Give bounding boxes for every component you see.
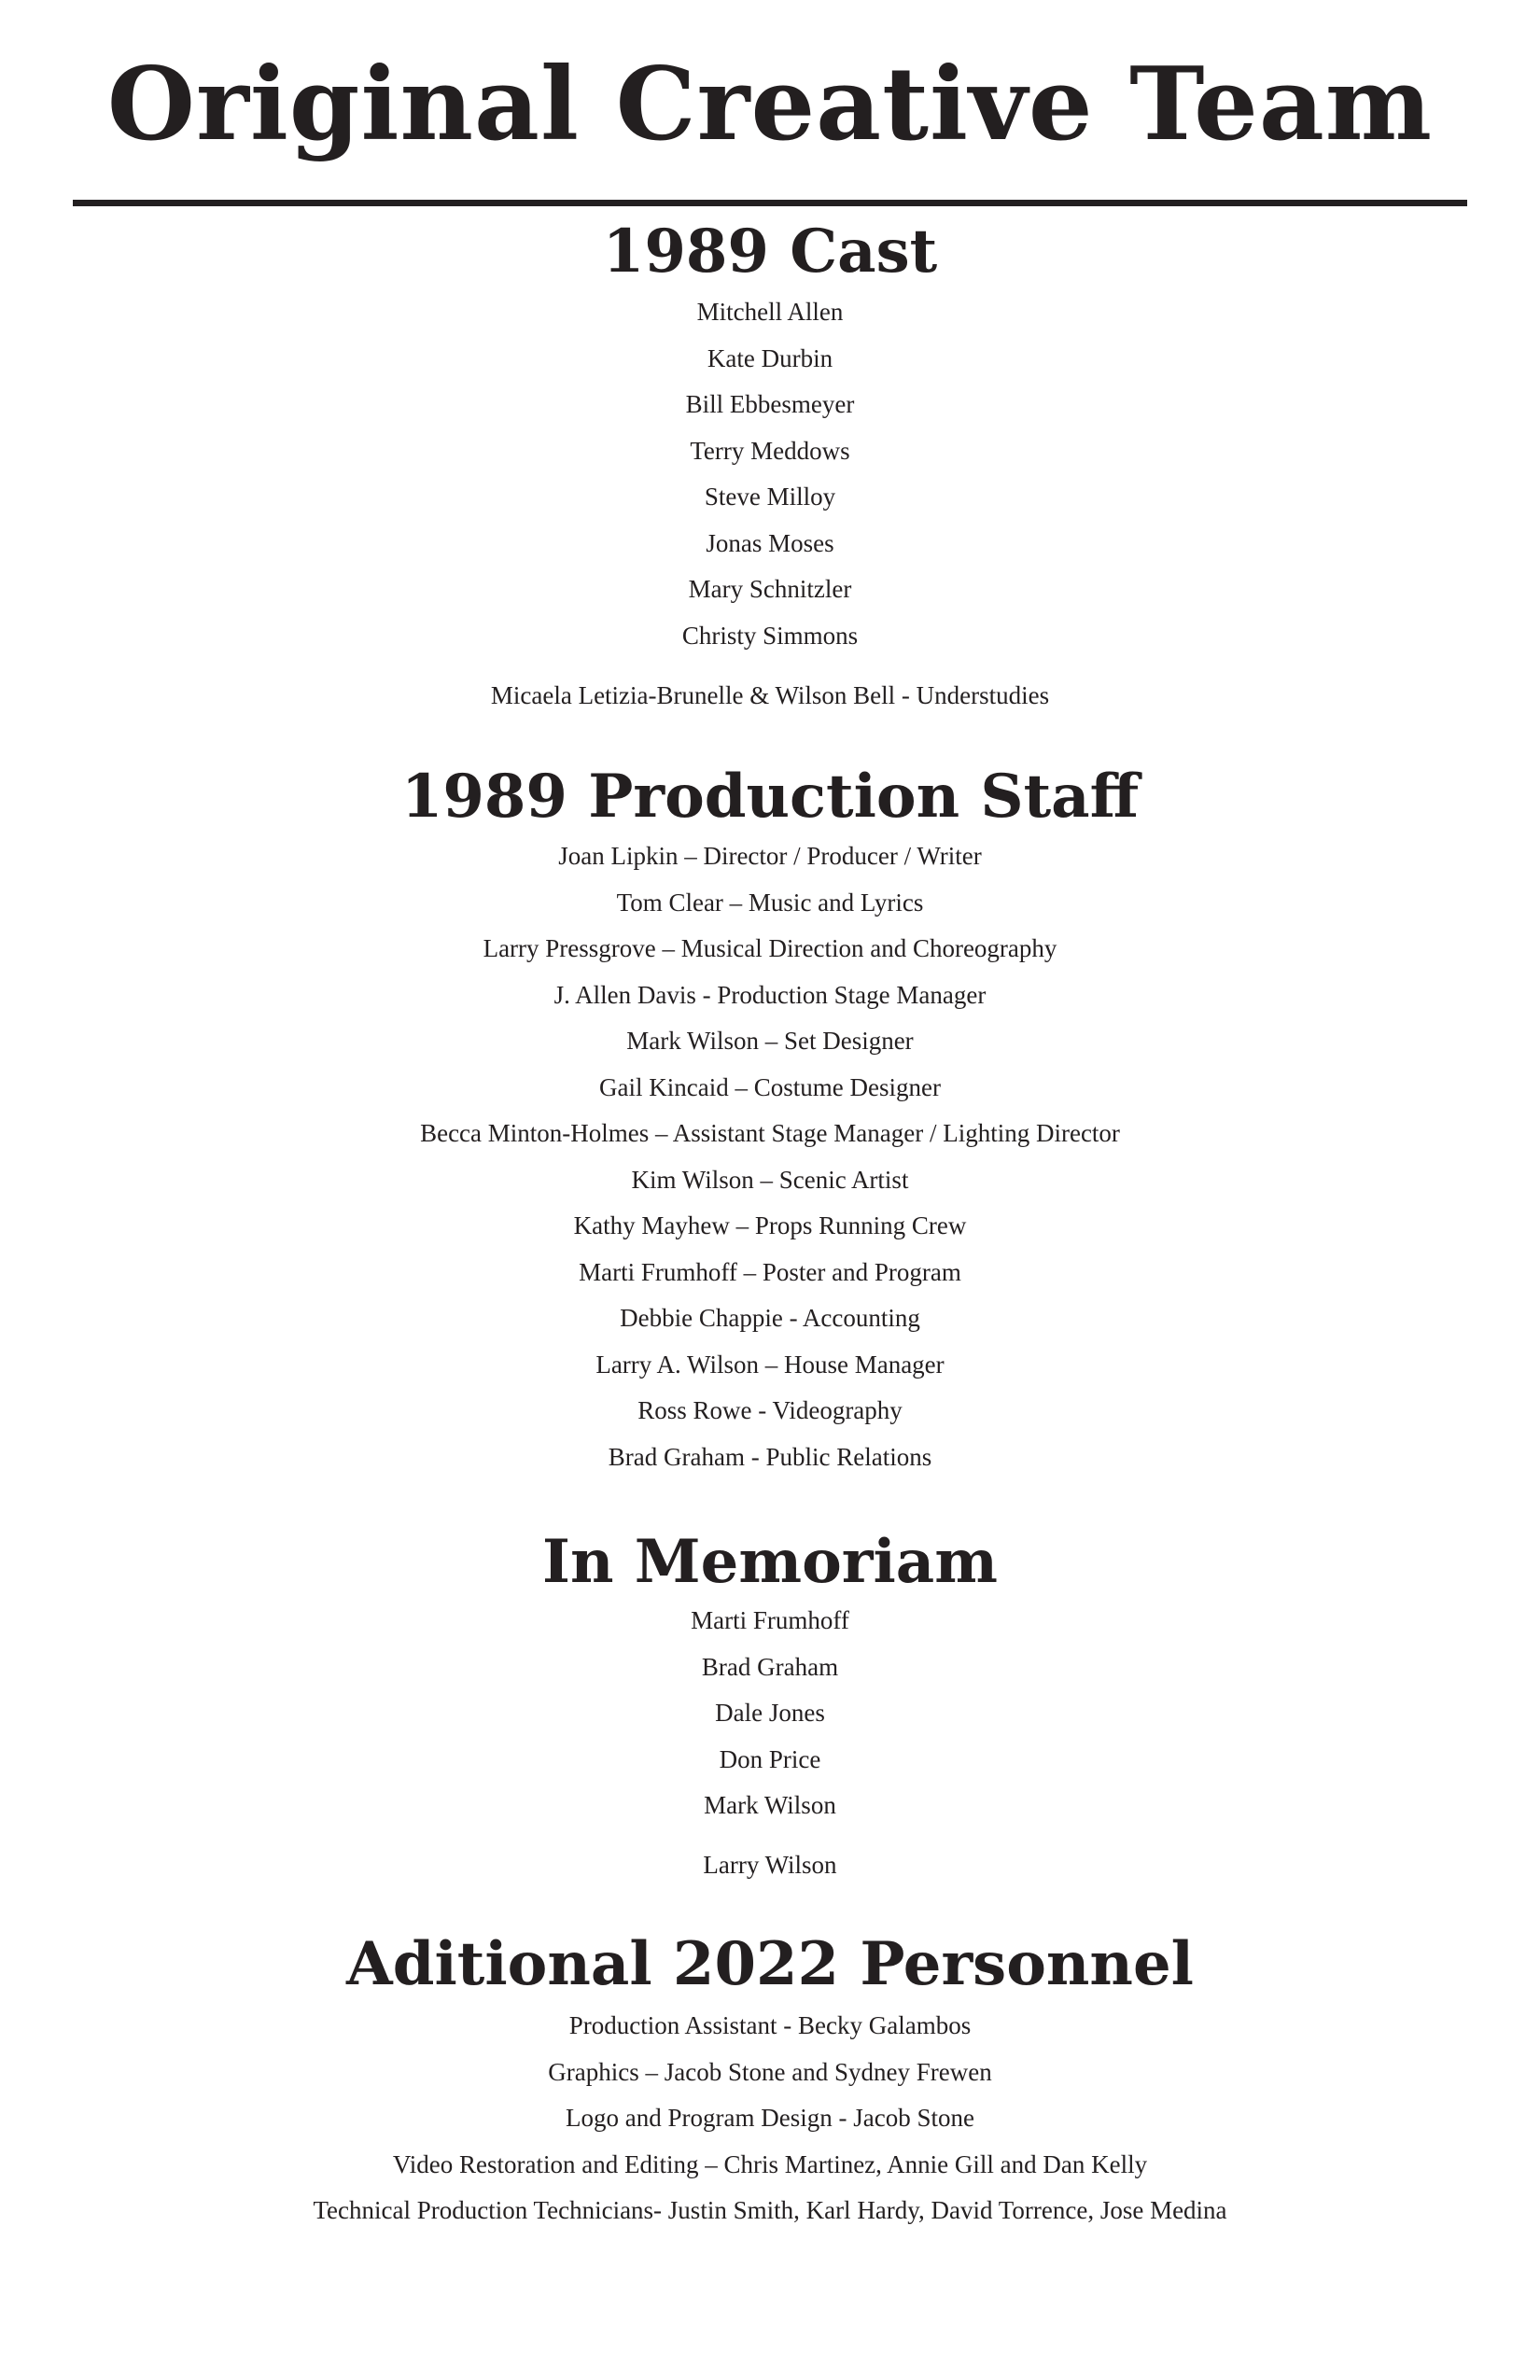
additional-member: Video Restoration and Editing – Chris Martinez, Annie Gill and Dan Kelly: [392, 2149, 1148, 2178]
understudies-line: Micaela Letizia-Brunelle & Wilson Bell - Understudies: [490, 681, 1050, 709]
memoriam-list: [0, 1605, 1540, 1837]
memoriam-name: Brad Graham: [701, 1652, 839, 1681]
memoriam-name: Dale Jones: [715, 1699, 825, 1727]
staff-heading: 1989 Production Staff: [400, 762, 1140, 832]
staff-member: Kathy Mayhew – Props Running Crew: [573, 1211, 967, 1239]
staff-member: Larry Pressgrove – Musical Direction and Choreography: [483, 934, 1057, 962]
additional-list: [0, 2010, 1540, 2242]
title-divider: [73, 200, 1467, 206]
additional-heading: Aditional 2022 Personnel: [346, 1929, 1194, 1999]
cast-member: Mitchell Allen: [696, 298, 844, 326]
page-title: Original Creative Team: [106, 46, 1434, 163]
additional-member: Graphics – Jacob Stone and Sydney Frewen: [548, 2057, 992, 2086]
staff-list: [0, 841, 1540, 1488]
cast-member: Christy Simmons: [681, 621, 859, 650]
cast-member: Terry Meddows: [690, 436, 850, 465]
staff-member: Ross Rowe - Videography: [637, 1396, 903, 1424]
additional-member: Production Assistant - Becky Galambos: [568, 2011, 972, 2039]
staff-member: Becca Minton-Holmes – Assistant Stage Manager / Lighting Director: [420, 1119, 1120, 1147]
staff-member: Larry A. Wilson – House Manager: [595, 1350, 945, 1379]
memoriam-name: Don Price: [719, 1744, 821, 1773]
staff-member: Brad Graham - Public Relations: [608, 1442, 932, 1471]
memoriam-name-last: Larry Wilson: [703, 1851, 837, 1879]
memoriam-name: Marti Frumhoff: [691, 1606, 849, 1634]
staff-member: Mark Wilson – Set Designer: [626, 1027, 914, 1055]
cast-member: Bill Ebbesmeyer: [685, 390, 855, 418]
staff-member: Gail Kincaid – Costume Designer: [599, 1072, 941, 1101]
cast-member: Jonas Moses: [706, 528, 834, 557]
memoriam-heading: In Memoriam: [542, 1527, 998, 1597]
staff-member: Marti Frumhoff – Poster and Program: [579, 1257, 961, 1286]
staff-member: Kim Wilson – Scenic Artist: [631, 1165, 909, 1194]
staff-member: Tom Clear – Music and Lyrics: [616, 888, 924, 917]
memoriam-name: Mark Wilson: [704, 1791, 836, 1819]
staff-member: Debbie Chappie - Accounting: [620, 1304, 920, 1332]
cast-list: [0, 297, 1540, 666]
staff-member: J. Allen Davis - Production Stage Manager: [553, 980, 987, 1009]
additional-member: Logo and Program Design - Jacob Stone: [566, 2104, 974, 2132]
cast-member: Mary Schnitzler: [688, 575, 852, 603]
cast-member: Kate Durbin: [707, 343, 833, 372]
additional-member: Technical Production Technicians- Justin Smith, Karl Hardy, David Torrence, Jose Medina: [313, 2196, 1227, 2224]
cast-heading: 1989 Cast: [602, 217, 938, 287]
cast-member: Steve Milloy: [704, 483, 836, 511]
staff-member: Joan Lipkin – Director / Producer / Writer: [558, 842, 982, 870]
